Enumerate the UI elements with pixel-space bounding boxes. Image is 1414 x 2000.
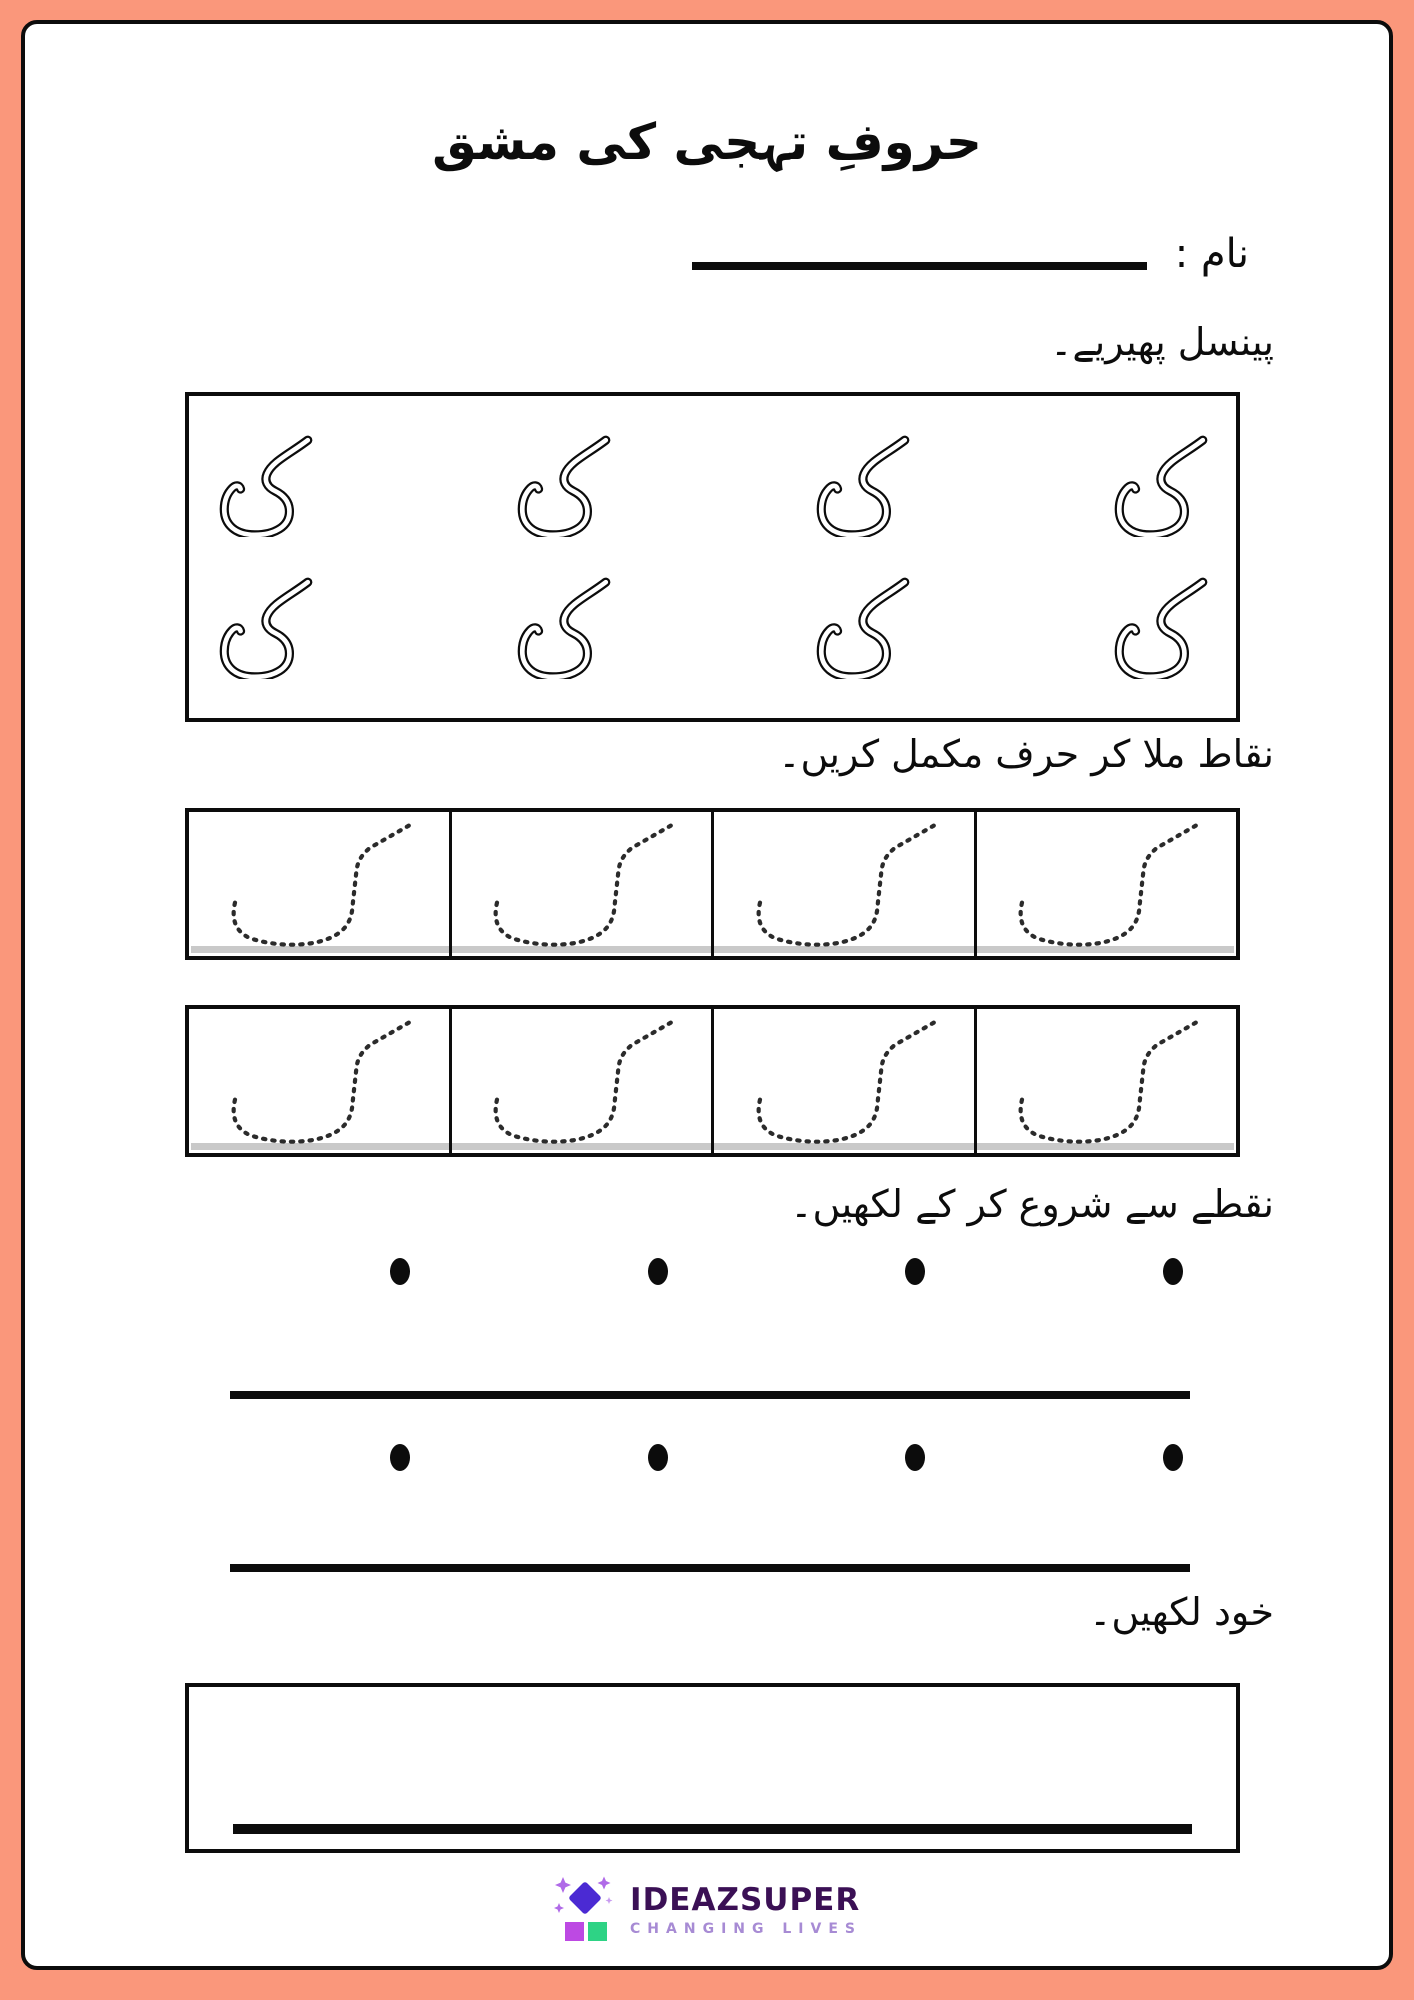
dotted-letter-kaf [981,1011,1231,1151]
dotted-letter-kaf [194,1011,444,1151]
name-label: نام : [1174,231,1249,277]
name-row [692,232,1249,276]
star-icon [554,1903,564,1913]
writing-baseline[interactable] [230,1564,1190,1572]
page-title: حروفِ تہجی کی مشق [432,112,982,171]
outlined-letter-kaf[interactable] [209,577,321,679]
start-dot[interactable] [648,1444,668,1471]
start-dots-row [230,1258,1190,1286]
connect-dots-cell[interactable] [449,812,712,956]
trace-row [189,435,1236,537]
start-dot[interactable] [390,1258,410,1285]
instruction-start-from-dot: نقطے سے شروع کر کے لکھیں۔ [790,1182,1274,1226]
brand-name: IDEAZSUPER [630,1882,861,1919]
name-input-line[interactable] [692,262,1147,270]
star-icon [598,1877,611,1890]
connect-dots-cell[interactable] [711,1009,974,1153]
square-magenta-icon [565,1922,584,1941]
trace-row [189,577,1236,679]
connect-dots-cell[interactable] [974,812,1237,956]
dotted-letter-kaf [981,814,1231,954]
free-writing-baseline[interactable] [233,1824,1192,1834]
start-dot[interactable] [390,1444,410,1471]
start-dot[interactable] [905,1444,925,1471]
start-dot[interactable] [1163,1258,1183,1285]
brand-logo-icon [552,1876,618,1944]
star-icon [555,1877,571,1893]
diamond-icon [568,1881,602,1915]
outlined-letter-kaf[interactable] [1104,435,1216,537]
worksheet-sheet [21,20,1393,1970]
connect-dots-row [185,808,1240,960]
dotted-letter-kaf [719,1011,969,1151]
dotted-letter-kaf [194,814,444,954]
star-icon [606,1897,613,1904]
connect-dots-cell[interactable] [449,1009,712,1153]
connect-dots-row [185,1005,1240,1157]
instruction-trace: پینسل پھیریے۔ [1050,320,1274,364]
trace-letters-box [185,392,1240,722]
start-dots-row [230,1444,1190,1472]
outlined-letter-kaf[interactable] [1104,577,1216,679]
instruction-connect-dots: نقاط ملا کر حرف مکمل کریں۔ [778,732,1274,776]
brand-tagline: CHANGING LIVES [630,1920,862,1937]
free-writing-box[interactable] [185,1683,1240,1853]
outlined-letter-kaf[interactable] [209,435,321,537]
connect-dots-cell[interactable] [189,1009,449,1153]
outlined-letter-kaf[interactable] [507,435,619,537]
instruction-write-yourself: خود لکھیں۔ [1089,1590,1274,1634]
outlined-letter-kaf[interactable] [806,435,918,537]
dotted-letter-kaf [456,1011,706,1151]
footer-logo [25,1876,1389,1944]
outlined-letter-kaf[interactable] [806,577,918,679]
connect-dots-cell[interactable] [711,812,974,956]
start-dot[interactable] [648,1258,668,1285]
dotted-letter-kaf [719,814,969,954]
outlined-letter-kaf[interactable] [507,577,619,679]
square-green-icon [588,1922,607,1941]
connect-dots-cell[interactable] [189,812,449,956]
start-dot[interactable] [1163,1444,1183,1471]
brand-text-block [630,1883,862,1936]
connect-dots-cell[interactable] [974,1009,1237,1153]
start-dot[interactable] [905,1258,925,1285]
writing-baseline[interactable] [230,1391,1190,1399]
dotted-letter-kaf [456,814,706,954]
